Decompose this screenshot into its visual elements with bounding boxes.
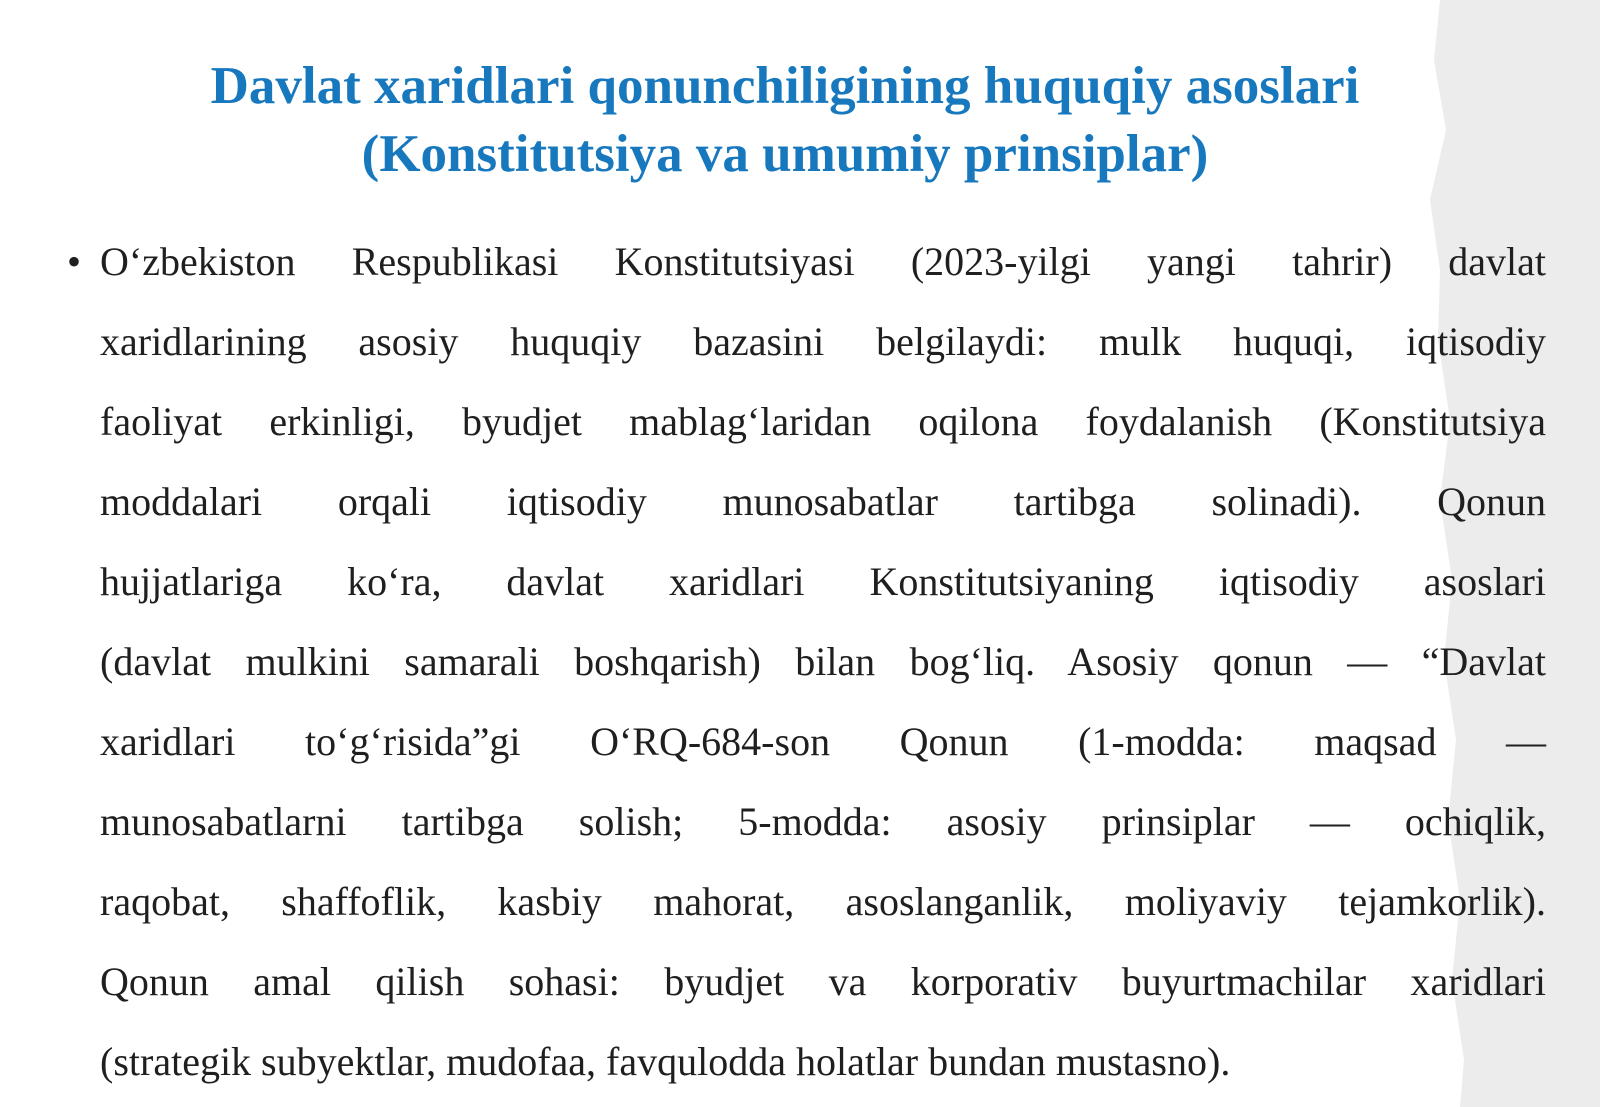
- slide-title-line-1: Davlat xaridlari qonunchiligining huquqiy asoslari: [210, 57, 1360, 115]
- body-text-line-7: xaridlari to‘g‘risida”gi O‘RQ-684-son Qonun (1-modda: maqsad —: [100, 719, 1546, 764]
- body-text-line-10: Qonun amal qilish sohasi: byudjet va korporativ buyurtmachilar xaridlari: [100, 959, 1546, 1004]
- body-text-line-5: hujjatlariga ko‘ra, davlat xaridlari Konstitutsiyaning iqtisodiy asoslari: [100, 559, 1546, 604]
- body-text-line-11: (strategik subyektlar, mudofaa, favqulodda holatlar bundan mustasno).: [100, 1039, 1231, 1084]
- body-text-line-2: xaridlarining asosiy huquqiy bazasini belgilaydi: mulk huquqi, iqtisodiy: [100, 319, 1546, 364]
- body-text-line-1: O‘zbekiston Respublikasi Konstitutsiyasi (2023-yilgi yangi tahrir) davlat: [100, 239, 1546, 284]
- body-text-line-4: moddalari orqali iqtisodiy munosabatlar tartibga solinadi). Qonun: [100, 479, 1546, 524]
- slide-title-line-2: (Konstitutsiya va umumiy prinsiplar): [361, 125, 1209, 183]
- body-text-line-9: raqobat, shaffoflik, kasbiy mahorat, asoslanganlik, moliyaviy tejamkorlik).: [100, 879, 1546, 924]
- body-text-line-6: (davlat mulkini samarali boshqarish) bilan bog‘liq. Asosiy qonun — “Davlat: [100, 639, 1546, 684]
- body-text-line-3: faoliyat erkinligi, byudjet mablag‘laridan oqilona foydalanish (Konstitutsiya: [100, 399, 1546, 444]
- slide-title: [120, 52, 1450, 188]
- bullet-marker: •: [67, 239, 82, 284]
- body-text-line-8: munosabatlarni tartibga solish; 5-modda: asosiy prinsiplar — ochiqlik,: [100, 799, 1546, 844]
